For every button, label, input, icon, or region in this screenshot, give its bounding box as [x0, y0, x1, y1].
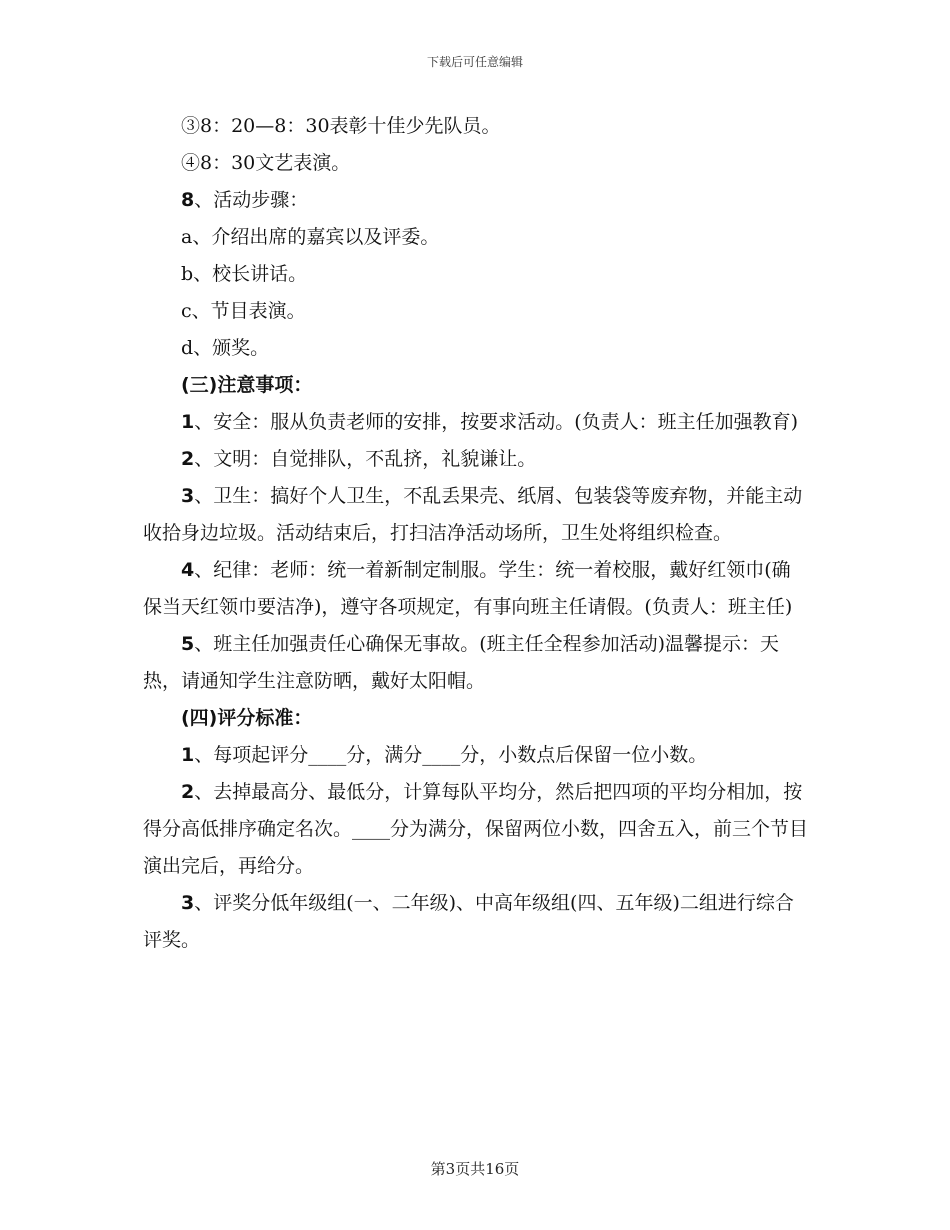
- section-heading-notes: (三)注意事项：: [181, 374, 313, 396]
- paragraph-note-responsibility: [143, 626, 808, 700]
- paragraph-step-c: c、节目表演。: [181, 300, 306, 322]
- item-number: 3: [181, 892, 195, 914]
- paragraph-schedule-3: ③8：20—8：30表彰十佳少先队员。: [181, 115, 501, 137]
- paragraph-schedule-4: ④8：30文艺表演。: [181, 152, 351, 174]
- item-number: 3: [181, 485, 195, 507]
- item-number: 2: [181, 448, 195, 470]
- paragraph-scoring-3: [143, 885, 808, 959]
- paragraph-note-discipline: [143, 552, 808, 626]
- item-text: 、安全：服从负责老师的安排，按要求活动。(负责人：班主任加强教育): [194, 411, 799, 433]
- paragraph-steps-title: [143, 182, 808, 219]
- paragraph-step-a: a、介绍出席的嘉宾以及评委。: [181, 226, 440, 248]
- paragraph-note-hygiene: [143, 478, 808, 552]
- item-text: 、活动步骤：: [194, 189, 309, 211]
- paragraph-note-safety: [143, 404, 808, 441]
- page-header: 下载后可任意编辑: [426, 55, 523, 69]
- item-text: 、班主任加强责任心确保无事故。(班主任全程参加活动)温馨提示：天热，请通知学生注意防晒，戴好太阳帽。: [143, 633, 780, 692]
- item-text: 、每项起评分____分，满分____分，小数点后保留一位小数。: [194, 744, 708, 766]
- document-body: [143, 108, 808, 959]
- item-number: 5: [181, 633, 195, 655]
- item-number: 2: [181, 781, 195, 803]
- paragraph-scoring-1: [143, 737, 808, 774]
- item-text: 、去掉最高分、最低分，计算每队平均分，然后把四项的平均分相加，按得分高低排序确定名次。____分为满分，保留两位小数，四舍五入，前三个节目演出完后，再给分。: [143, 781, 809, 877]
- item-number: 8: [181, 189, 195, 211]
- paragraph-note-civility: [143, 441, 808, 478]
- paragraph-scoring-2: [143, 774, 808, 885]
- paragraph-step-d: d、颁奖。: [181, 337, 270, 359]
- item-text: 、评奖分低年级组(一、二年级)、中高年级组(四、五年级)二组进行综合评奖。: [143, 892, 794, 951]
- item-number: 4: [181, 559, 195, 581]
- paragraph-step-b: b、校长讲话。: [181, 263, 308, 285]
- section-heading-scoring: (四)评分标准：: [181, 707, 313, 729]
- page-footer: 第3页共16页: [430, 1160, 520, 1178]
- item-number: 1: [181, 411, 195, 433]
- item-text: 、文明：自觉排队，不乱挤，礼貌谦让。: [194, 448, 537, 470]
- item-text: 、纪律：老师：统一着新制定制服。学生：统一着校服，戴好红领巾(确保当天红领巾要洁净)，遵守各项规定，有事向班主任请假。(负责人：班主任): [143, 559, 793, 618]
- item-number: 1: [181, 744, 195, 766]
- item-text: 、卫生：搞好个人卫生，不乱丢果壳、纸屑、包装袋等废弃物，并能主动收拾身边垃圾。活动结束后，打扫洁净活动场所，卫生处将组织检查。: [143, 485, 803, 544]
